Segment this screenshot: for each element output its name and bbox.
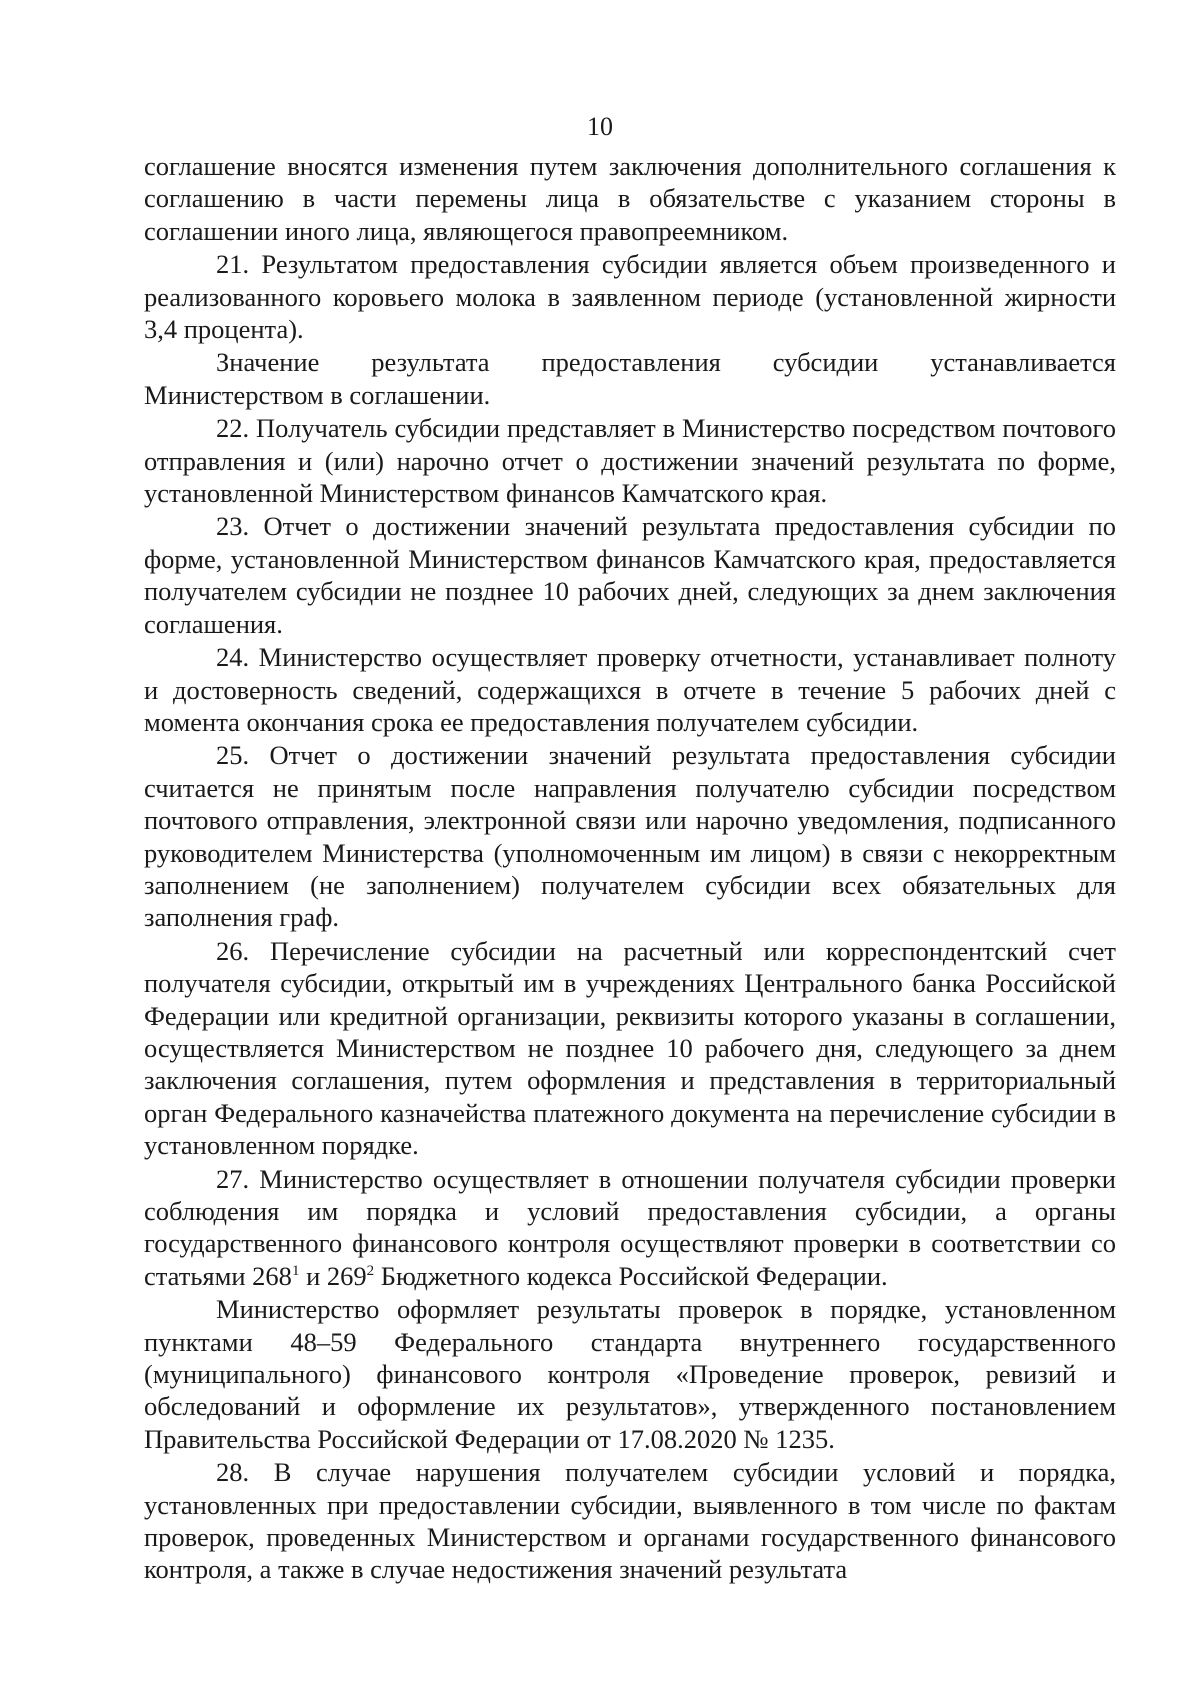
paragraph-24: 24. Министерство осуществляет проверку отчетности, устанавливает полноту и достоверность сведений, содержащихся в отчете в течение 5 рабочих дней с момента окончания срока ее предоставления получателем субсидии. [144,642,1116,737]
paragraph-continuation: соглашение вносятся изменения путем заключения дополнительного соглашения к соглашению в части перемены лица в обязательстве с указанием стороны в соглашении иного лица, являющегося правопреемником. [144,151,1116,246]
paragraph-27-results: Министерство оформляет результаты проверок в порядке, установленном пунктами 48–59 Федерального стандарта внутреннего государственного (муниципального) финансового контроля «Проведение проверок, ревизий и обследований и оформление их результатов», утвержденного постановлением Правительства Российской Федерации от 17.08.2020 № 1235. [144,1294,1116,1454]
paragraph-27 [144,1163,1116,1293]
superscript-1: 1 [291,1262,300,1279]
paragraph-26: 26. Перечисление субсидии на расчетный или корреспондентский счет получателя субсидии, открытый им в учреждениях Центрального банка Российской Федерации или кредитной организации, реквизиты которого указаны в соглашении, осуществляется Министерством не позднее 10 рабочего дня, следующего за днем заключения соглашения, путем оформления и представления в территориальный орган Федерального казначейства платежного документа на перечисление субсидии в установленном порядке. [144,935,1116,1161]
paragraph-23: 23. Отчет о достижении значений результата предоставления субсидии по форме, установленной Министерством финансов Камчатского края, предоставляется получателем субсидии не позднее 10 рабочих дней, следующих за днем заключения соглашения. [144,511,1116,639]
superscript-2: 2 [366,1262,375,1279]
paragraph-25: 25. Отчет о достижении значений результата предоставления субсидии считается не принятым после направления получателю субсидии посредством почтового отправления, электронной связи или нарочно уведомления, подписанного руководителем Министерства (уполномоченным им лицом) в связи с некорректным заполнением (не заполнением) получателем субсидии всех обязательных для заполнения граф. [144,740,1116,933]
paragraph-28: 28. В случае нарушения получателем субсидии условий и порядка, установленных при предоставлении субсидии, выявленного в том числе по фактам проверок, проведенных Министерством и органами государственного финансового контроля, а также в случае недостижения значений результата [144,1457,1116,1585]
paragraph-27-text-after: Бюджетного кодекса Российской Федерации. [374,1260,888,1291]
page-number: 10 [587,112,613,141]
paragraph-21-value: Значение результата предоставления субсидии устанавливается Министерством в соглашении. [144,347,1116,410]
paragraph-27-text-before: 27. Министерство осуществляет в отношении получателя субсидии проверки соблюдения им порядка и условий предоставления субсидии, а органы государственного финансового контроля осуществляют проверки в соответствии со статьями 268 [144,1163,1116,1291]
paragraph-22: 22. Получатель субсидии представляет в Министерство посредством почтового отправления и (или) нарочно отчет о достижении значений результата по форме, установленной Министерством финансов Камчатского края. [144,413,1116,509]
paragraph-27-text-middle: и 269 [299,1260,367,1291]
document-body [144,150,1116,1586]
paragraph-21: 21. Результатом предоставления субсидии является объем произведенного и реализованного коровьего молока в заявленном периоде (установленной жирности 3,4 процента). [144,249,1116,345]
